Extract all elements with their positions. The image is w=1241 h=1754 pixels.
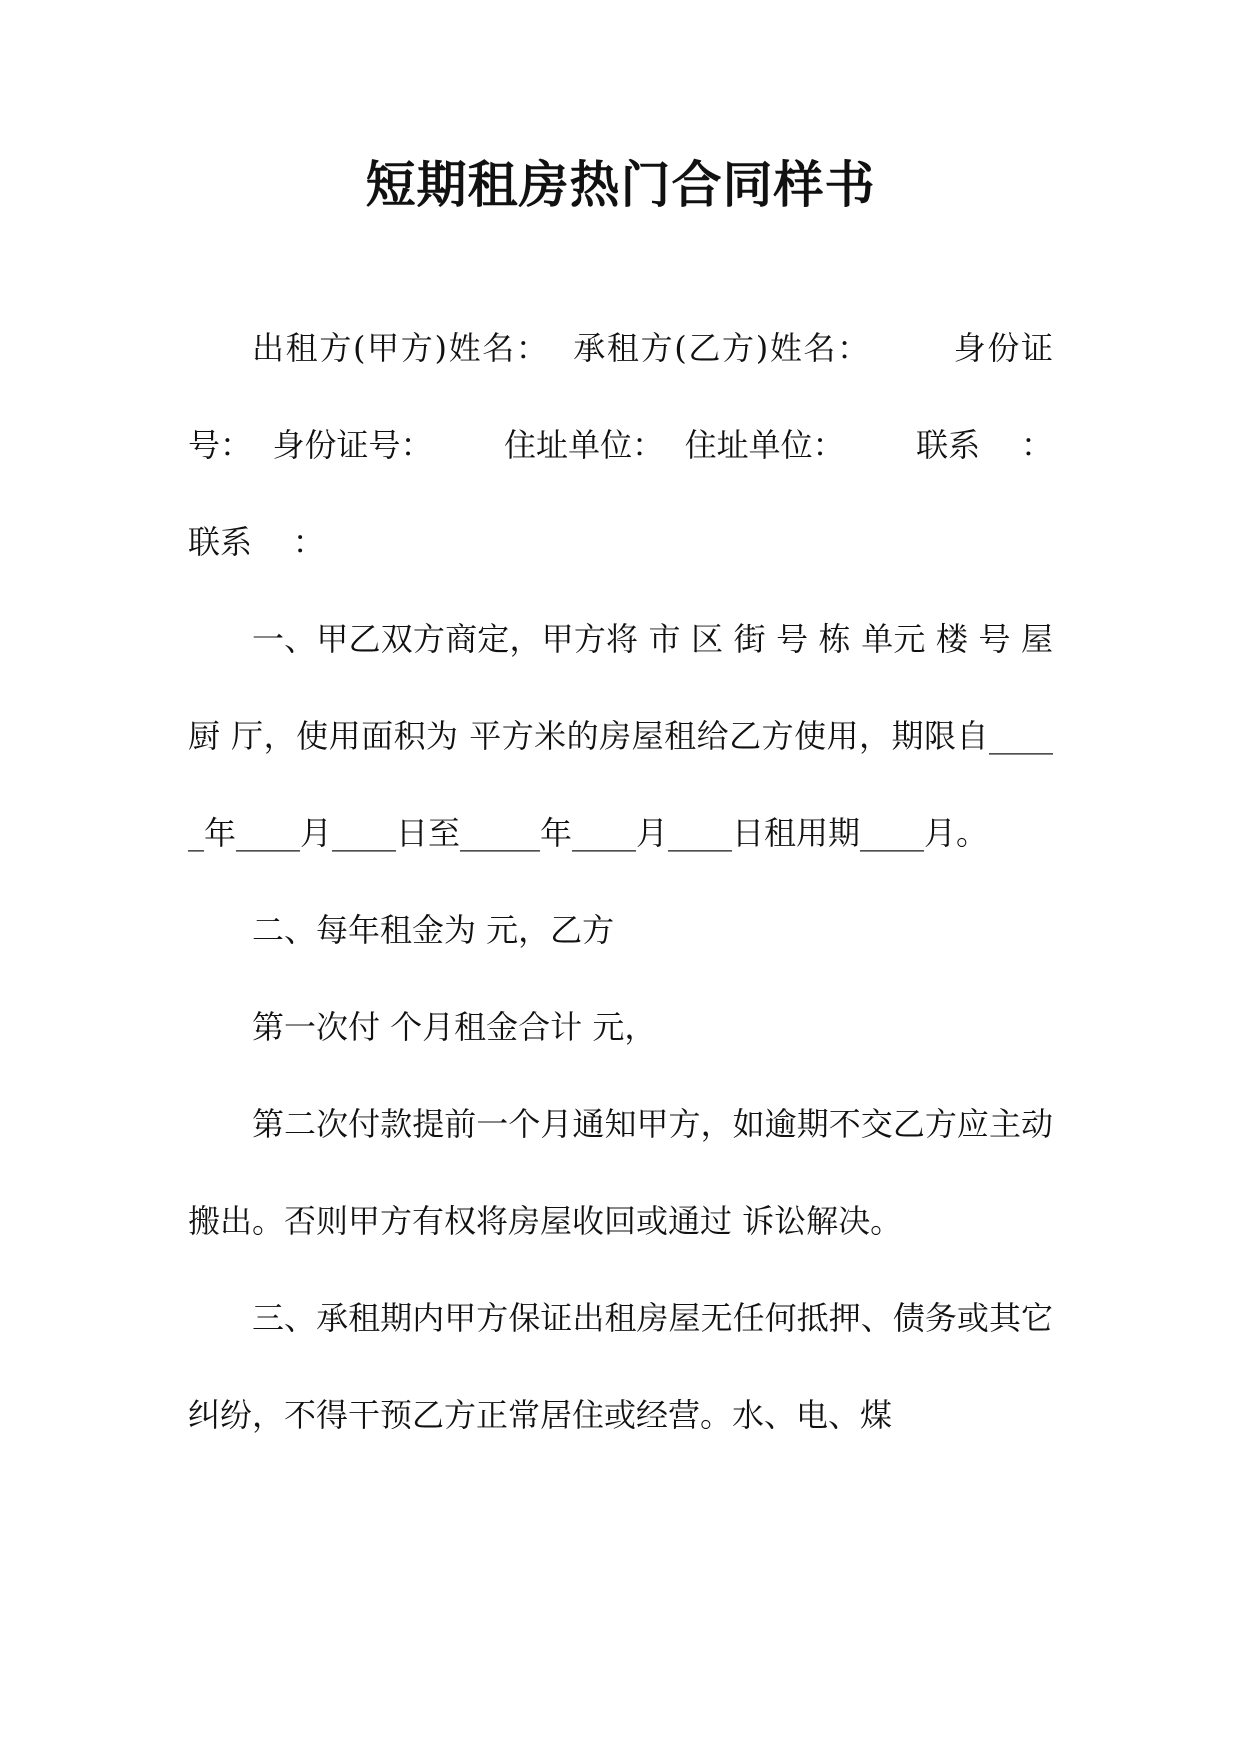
document-title: 短期租房热门合同样书 xyxy=(365,155,876,214)
document-body xyxy=(188,300,1074,1464)
clause-two-paragraph: 二、每年租金为 元，乙方 xyxy=(252,911,615,949)
clause-three-paragraph: 三、承租期内甲方保证出租房屋无任何抵押、债务或其它纠纷，不得干预乙方正常居住或经营。水、电、煤 xyxy=(188,1299,1053,1434)
clause-one-paragraph: 一、甲乙双方商定，甲方将 市 区 街 号 栋 单元 楼 号 屋 厨 厅，使用面积为 平方米的房屋租给乙方使用，期限自_____年____月____日至_____年____月____日租用期____月。 xyxy=(188,620,1064,852)
first-payment-paragraph: 第一次付 个月租金合计 元， xyxy=(252,1008,657,1046)
party-info-paragraph: 出租方(甲方)姓名： 承租方(乙方)姓名： 身份证号： 身份证号： 住址单位： 住址单位： 联系 ： 联系 ： xyxy=(188,329,1074,561)
second-payment-paragraph: 第二次付款提前一个月通知甲方，如逾期不交乙方应主动搬出。否则甲方有权将房屋收回或通过 诉讼解决。 xyxy=(188,1105,1053,1240)
